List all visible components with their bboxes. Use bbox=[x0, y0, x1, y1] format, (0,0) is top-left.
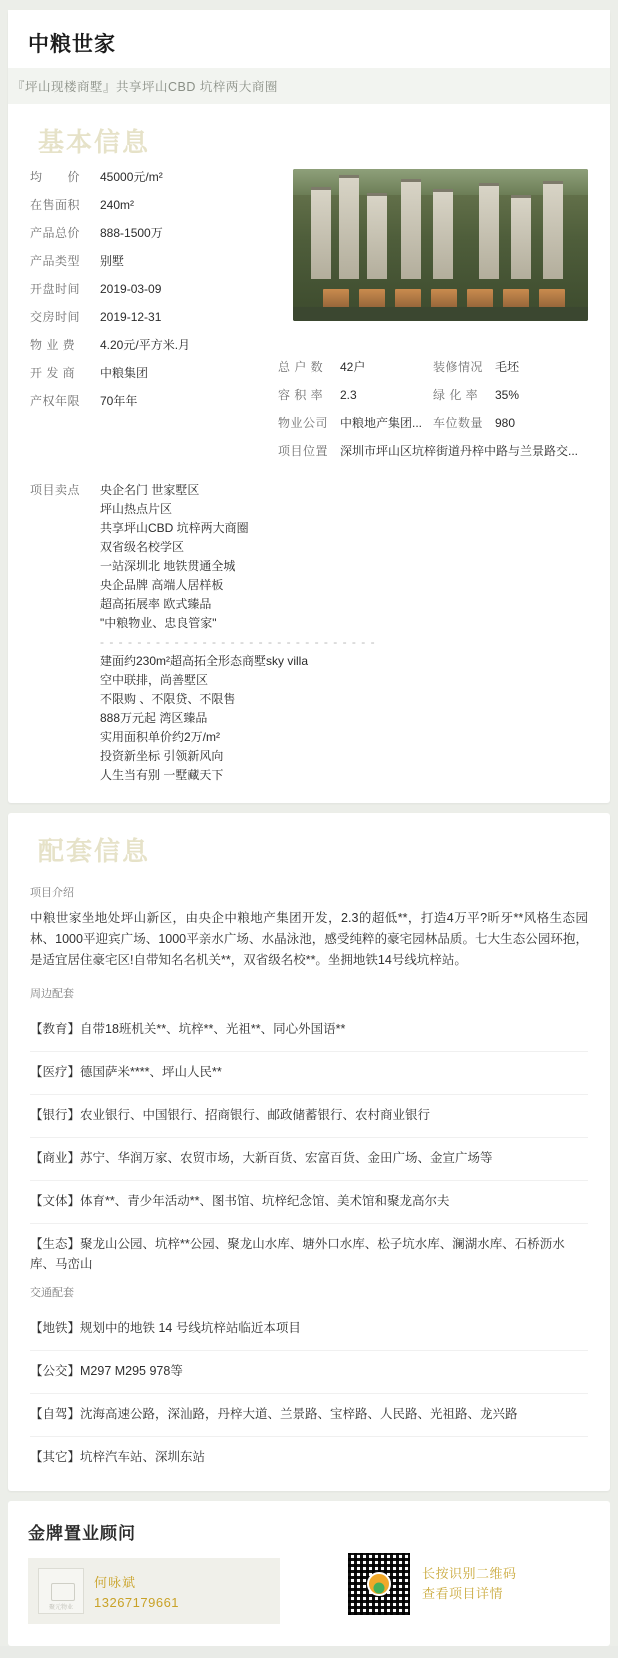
basic-field-list bbox=[30, 169, 285, 421]
project-aerial-photo bbox=[293, 169, 588, 321]
avatar bbox=[38, 1568, 84, 1614]
facility-row-culture: 【文体】体育**、青少年活动**、图书馆、坑梓纪念馆、美术馆和聚龙高尔夫 bbox=[30, 1181, 588, 1224]
avatar-watermark: 聚元物业 bbox=[48, 1605, 73, 1611]
stat-key: 项目位置 bbox=[278, 444, 329, 458]
traffic-row-drive: 【自驾】沈海高速公路，深汕路，丹梓大道、兰景路、宝梓路、人民路、光祖路、龙兴路 bbox=[30, 1394, 588, 1437]
selling-point: 投资新坐标 引领新风向 bbox=[100, 749, 224, 763]
facility-row-commerce: 【商业】苏宁、华润万家、农贸市场，大新百货、宏富百货、金田广场、金宣广场等 bbox=[30, 1138, 588, 1181]
adviser-phone[interactable]: 13267179661 bbox=[94, 1595, 180, 1610]
page-title: 中粮世家 bbox=[28, 33, 116, 56]
traffic-row-other: 【其它】坑梓汽车站、深圳东站 bbox=[30, 1450, 206, 1464]
field-key: 开 发 商 bbox=[30, 366, 76, 380]
traffic-label: 交通配套 bbox=[30, 1287, 74, 1299]
field-value: 别墅 bbox=[100, 254, 125, 268]
field-key: 在售面积 bbox=[30, 198, 81, 212]
stat-key: 容 积 率 bbox=[278, 388, 324, 402]
selling-point: 央企品牌 高端人居样板 bbox=[100, 578, 224, 592]
field-key: 开盘时间 bbox=[30, 282, 81, 296]
basic-field bbox=[30, 365, 285, 381]
facility-row-education: 【教育】自带18班机关**、坑梓**、光祖**、同心外国语** bbox=[30, 1009, 588, 1052]
field-key: 物 业 费 bbox=[30, 338, 76, 352]
selling-points-label: 项目卖点 bbox=[30, 483, 81, 497]
stat-key: 装修情况 bbox=[433, 360, 484, 374]
facility-row-ecology: 【生态】聚龙山公园、坑梓**公园、聚龙山水库、塘外口水库、松子坑水库、澜湖水库、石桥沥水库、马峦山 bbox=[30, 1237, 565, 1271]
selling-point: 不限购 、不限贷、不限售 bbox=[100, 692, 236, 706]
field-key: 产品总价 bbox=[30, 226, 81, 240]
qr-hint-line2: 查看项目详情 bbox=[422, 1586, 504, 1601]
stat-item bbox=[278, 415, 433, 431]
stat-value: 980 bbox=[495, 416, 516, 430]
facility-row-bank: 【银行】农业银行、中国银行、招商银行、邮政储蓄银行、农村商业银行 bbox=[30, 1095, 588, 1138]
stat-key: 绿 化 率 bbox=[433, 388, 479, 402]
field-key: 交房时间 bbox=[30, 310, 81, 324]
selling-point: 一站深圳北 地铁贯通全城 bbox=[100, 559, 236, 573]
basic-field bbox=[30, 197, 285, 213]
field-value: 2019-03-09 bbox=[100, 282, 162, 296]
qr-code-icon[interactable] bbox=[348, 1553, 410, 1615]
selling-point: 888万元起 湾区臻品 bbox=[100, 711, 208, 725]
stat-item bbox=[433, 387, 588, 403]
field-value: 45000元/m² bbox=[100, 170, 163, 184]
field-value: 888-1500万 bbox=[100, 226, 163, 240]
selling-point: 坪山热点片区 bbox=[100, 502, 173, 516]
field-key: 均 价 bbox=[30, 170, 81, 184]
stat-value: 中粮地产集团... bbox=[340, 416, 423, 430]
qr-block[interactable] bbox=[348, 1553, 517, 1615]
facility-row-medical: 【医疗】德国萨米****、坪山人民** bbox=[30, 1052, 588, 1095]
traffic-row-metro: 【地铁】规划中的地铁 14 号线坑梓站临近本项目 bbox=[30, 1308, 588, 1351]
stat-key: 车位数量 bbox=[433, 416, 484, 430]
traffic-row-bus: 【公交】M297 M295 978等 bbox=[30, 1351, 588, 1394]
selling-point: "中粮物业、忠良管家" bbox=[100, 616, 217, 630]
stat-item bbox=[278, 359, 433, 375]
qr-hint-line1: 长按识别二维码 bbox=[422, 1566, 517, 1581]
field-key: 产品类型 bbox=[30, 254, 81, 268]
stat-value: 深圳市坪山区坑梓街道丹梓中路与兰景路交... bbox=[340, 444, 579, 458]
field-value: 2019-12-31 bbox=[100, 310, 162, 324]
basic-field bbox=[30, 309, 285, 325]
facilities-section bbox=[8, 884, 610, 1491]
stat-value: 35% bbox=[495, 388, 520, 402]
basic-info-section bbox=[8, 169, 610, 803]
selling-points-divider: - - - - - - - - - - - - - - - - - - - - - - - - - - - - - - bbox=[100, 635, 376, 649]
header-subtitle: 『坪山现楼商墅』共享坪山CBD 坑梓两大商圈 bbox=[8, 68, 610, 104]
stat-item bbox=[433, 415, 588, 431]
selling-point: 共享坪山CBD 坑梓两大商圈 bbox=[100, 521, 249, 535]
adviser-card[interactable] bbox=[28, 1558, 280, 1624]
facilities-card bbox=[8, 813, 610, 1491]
section-title-basic: 基本信息 bbox=[38, 127, 151, 157]
selling-point: 空中联排，尚善墅区 bbox=[100, 673, 209, 687]
intro-text: 中粮世家坐地处坪山新区，由央企中粮地产集团开发，2.3的超低**，打造4万平?昕牙**风格生态园林、1000平迎宾广场、1000平亲水广场、水晶泳池，感受纯粹的豪宅园林品质。七大生态公园环抱，是适宜居住豪宅区!自带知名名机关**，双省级名校**。坐拥地铁14号线坑梓站。 bbox=[30, 911, 588, 967]
section-title-facilities: 配套信息 bbox=[38, 836, 151, 866]
around-label: 周边配套 bbox=[30, 988, 74, 1000]
stat-value: 42户 bbox=[340, 360, 366, 374]
stat-item bbox=[433, 359, 588, 375]
selling-point: 建面约230m²超高拓全形态商墅sky villa bbox=[100, 654, 309, 668]
adviser-block bbox=[28, 1519, 280, 1624]
selling-point: 双省级名校学区 bbox=[100, 540, 185, 554]
header bbox=[8, 10, 610, 104]
stat-key: 物业公司 bbox=[278, 416, 329, 430]
basic-field bbox=[30, 393, 285, 409]
footer-card bbox=[8, 1501, 610, 1646]
field-value: 4.20元/平方米.月 bbox=[100, 338, 191, 352]
header-card bbox=[8, 10, 610, 803]
stat-value: 毛坯 bbox=[495, 360, 520, 374]
stat-item bbox=[278, 387, 433, 403]
intro-label: 项目介绍 bbox=[30, 887, 74, 899]
selling-points bbox=[30, 481, 588, 785]
field-value: 中粮集团 bbox=[100, 366, 149, 380]
selling-point: 实用面积单价约2万/m² bbox=[100, 730, 221, 744]
basic-field bbox=[30, 337, 285, 353]
selling-point: 人生当有别 一墅藏天下 bbox=[100, 768, 224, 782]
stat-item-location bbox=[278, 443, 588, 459]
basic-field bbox=[30, 281, 285, 297]
field-key: 产权年限 bbox=[30, 394, 81, 408]
field-value: 240m² bbox=[100, 198, 135, 212]
stat-key: 总 户 数 bbox=[278, 360, 324, 374]
basic-field bbox=[30, 169, 285, 185]
basic-field bbox=[30, 225, 285, 241]
adviser-title: 金牌置业顾问 bbox=[28, 1524, 136, 1543]
adviser-name: 何咏斌 bbox=[94, 1575, 137, 1590]
selling-point: 超高拓展率 欧式臻品 bbox=[100, 597, 212, 611]
selling-point: 央企名门 世家墅区 bbox=[100, 483, 200, 497]
stat-value: 2.3 bbox=[340, 388, 357, 402]
basic-field bbox=[30, 253, 285, 269]
field-value: 70年年 bbox=[100, 394, 138, 408]
